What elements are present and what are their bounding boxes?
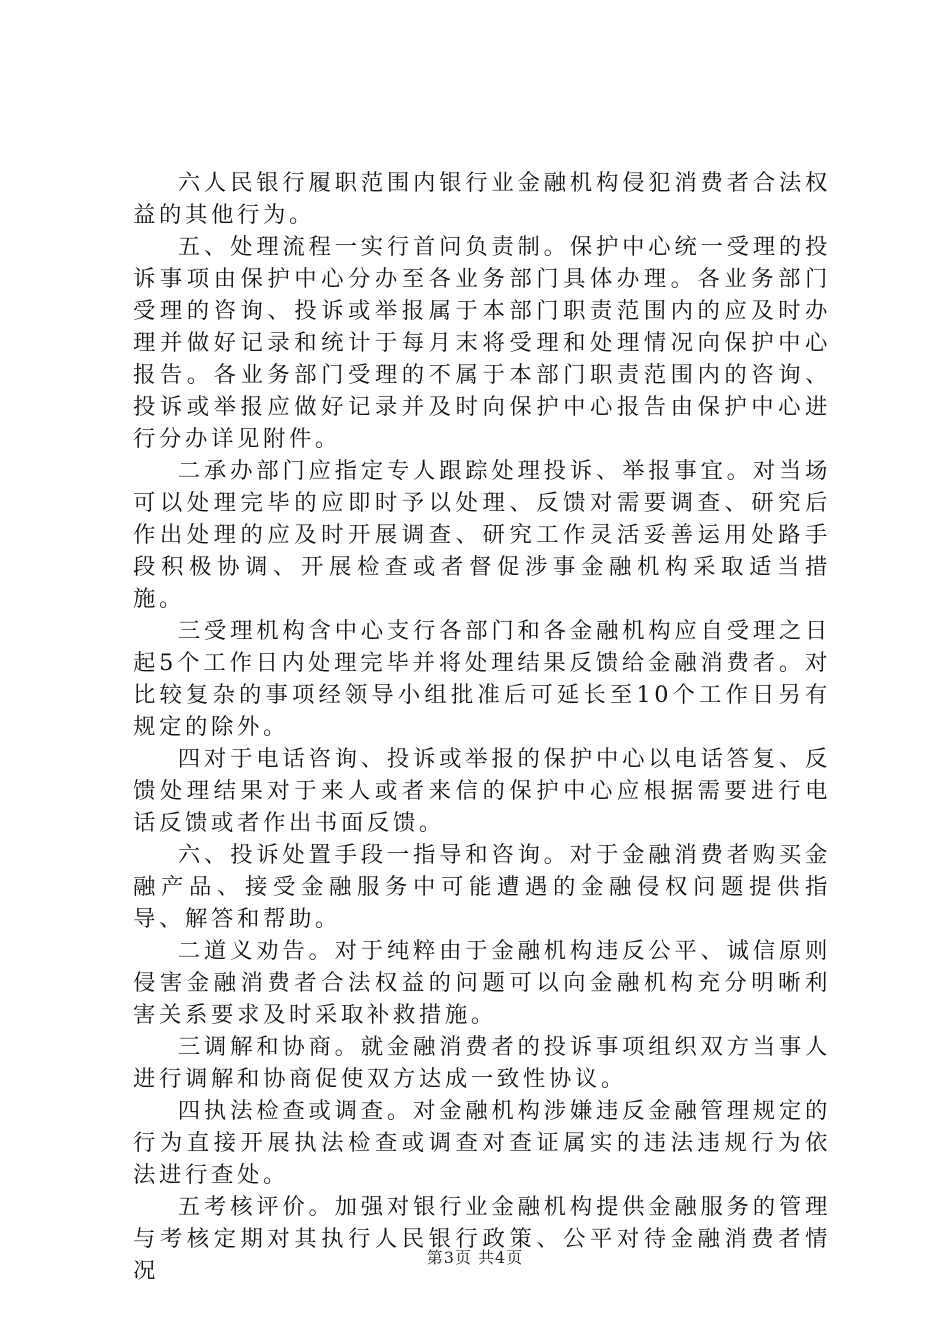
paragraph: 五考核评价。加强对银行业金融机构提供金融服务的管理与考核定期对其执行人民银行政策、公平对待金融消费者情况 — [133, 1194, 831, 1284]
paragraph: 五、处理流程一实行首问负责制。保护中心统一受理的投诉事项由保护中心分办至各业务部门具体办理。各业务部门受理的咨询、投诉或举报属于本部门职责范围内的应及时办理并做好记录和统计于每月末将受理和处理情况向保护中心报告。各业务部门受理的不属于本部门职责范围内的咨询、投诉或举报应做好记录并及时向保护中心报告由保护中心进行分办详见附件。 — [133, 234, 831, 452]
page-footer — [0, 1245, 950, 1268]
paragraph: 二道义劝告。对于纯粹由于金融机构违反公平、诚信原则侵害金融消费者合法权益的问题可以向金融机构充分明晰利害关系要求及时采取补救措施。 — [133, 938, 831, 1028]
paragraph: 三调解和协商。就金融消费者的投诉事项组织双方当事人进行调解和协商促使双方达成一致性协议。 — [133, 1034, 831, 1092]
paragraph: 二承办部门应指定专人跟踪处理投诉、举报事宜。对当场可以处理完毕的应即时予以处理、反馈对需要调查、研究后作出处理的应及时开展调查、研究工作灵活妥善运用处路手段积极协调、开展检查或者督促涉事金融机构采取适当措施。 — [133, 458, 831, 612]
page-number-label: 第3页 共4页 — [426, 1248, 524, 1267]
paragraph: 四对于电话咨询、投诉或举报的保护中心以电话答复、反馈处理结果对于来人或者来信的保护中心应根据需要进行电话反馈或者作出书面反馈。 — [133, 746, 831, 836]
paragraph: 六人民银行履职范围内银行业金融机构侵犯消费者合法权益的其他行为。 — [133, 170, 831, 228]
paragraph: 六、投诉处置手段一指导和咨询。对于金融消费者购买金融产品、接受金融服务中可能遭遇的金融侵权问题提供指导、解答和帮助。 — [133, 842, 831, 932]
paragraph: 四执法检查或调查。对金融机构涉嫌违反金融管理规定的行为直接开展执法检查或调查对查证属实的违法违规行为依法进行查处。 — [133, 1098, 831, 1188]
paragraph: 三受理机构含中心支行各部门和各金融机构应自受理之日起5个工作日内处理完毕并将处理结果反馈给金融消费者。对比较复杂的事项经领导小组批准后可延长至10个工作日另有规定的除外。 — [133, 618, 831, 740]
document-body — [133, 167, 831, 1287]
